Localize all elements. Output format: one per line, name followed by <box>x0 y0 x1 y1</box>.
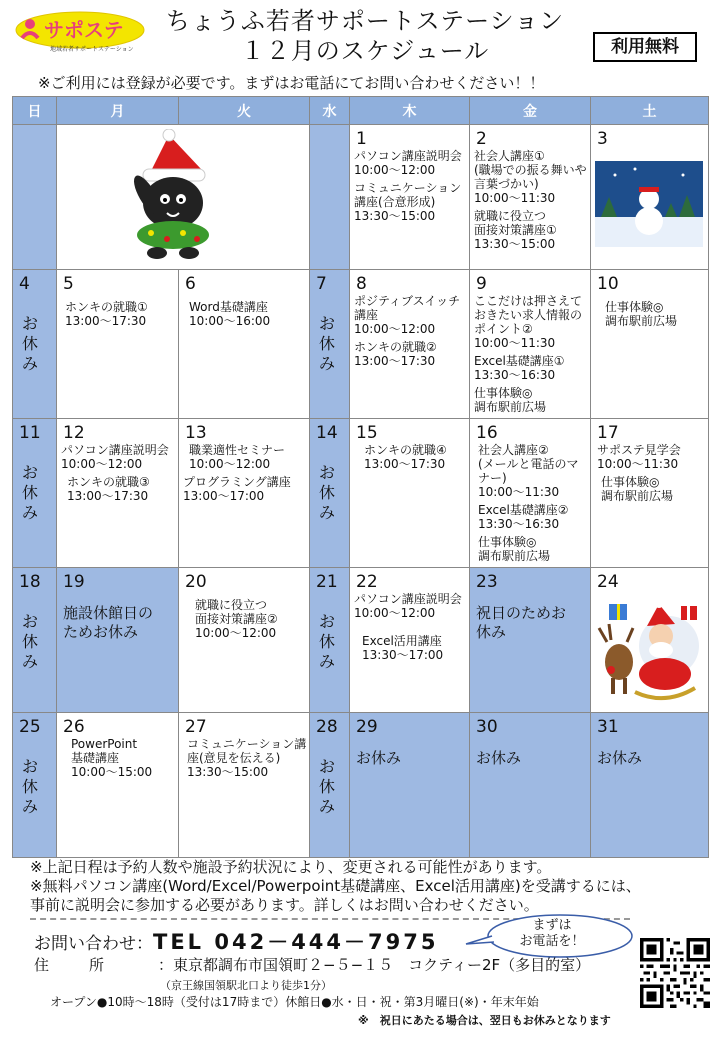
day-number: 20 <box>185 572 207 592</box>
day-cell <box>179 270 310 419</box>
speech-bubble-text: まずは お電話を！ <box>519 918 585 949</box>
day-number: 6 <box>185 274 196 294</box>
event-entry: Excel活用講座 13:30～17:00 <box>362 634 444 662</box>
day-cell <box>470 125 591 270</box>
day-cell <box>57 270 179 419</box>
closed-label: お休み <box>21 612 38 671</box>
address-text: ：東京都調布市国領町２−５−１５ コクティー2F（多目的室） <box>158 956 591 974</box>
day-number: 9 <box>476 274 487 294</box>
weekday-sat: 土 <box>591 97 709 125</box>
event-entry: サポステ見学会 10:00～11:30 <box>597 443 681 471</box>
day-cell <box>13 419 57 568</box>
closed-note: お休み <box>597 749 643 767</box>
day-cell <box>591 713 709 858</box>
day-number: 22 <box>356 572 378 592</box>
event-entry: プログラミング講座 13:00～17:00 <box>183 475 291 503</box>
day-cell <box>57 713 179 858</box>
empty-day-cell <box>310 125 350 270</box>
closed-note: お休み <box>356 749 402 767</box>
page-title: ちょうふ若者サポートステーション １２月のスケジュール <box>165 7 565 65</box>
day-cell <box>310 568 350 713</box>
day-cell <box>179 419 310 568</box>
day-cell <box>310 270 350 419</box>
event-entry: Excel基礎講座② 13:30～16:30 <box>478 503 569 531</box>
event-entry: パソコン講座説明会 10:00～12:00 <box>354 592 462 620</box>
day-number: 12 <box>63 423 85 443</box>
day-number: 11 <box>19 423 41 443</box>
day-number: 25 <box>19 717 41 737</box>
empty-day-cell <box>13 125 57 270</box>
event-entry: 社会人講座② (メールと電話のマナー) 10:00～11:30 <box>478 443 579 499</box>
day-number: 24 <box>597 572 619 592</box>
free-badge: 利用無料 <box>593 32 697 62</box>
week-row-5 <box>13 713 709 858</box>
day-cell <box>350 125 470 270</box>
footnotes <box>30 858 641 915</box>
weekday-wed: 水 <box>310 97 350 125</box>
closed-label: お休み <box>318 612 335 671</box>
weekday-sun: 日 <box>13 97 57 125</box>
address-line <box>34 954 590 975</box>
day-number: 27 <box>185 717 207 737</box>
event-entry: 職業適性セミナー 10:00～12:00 <box>189 443 286 471</box>
closed-note: 施設休館日の ためお休み <box>63 604 154 641</box>
svg-text:サポステ: サポステ <box>44 18 124 42</box>
phone-number[interactable]: TEL 042－444－7975 <box>153 930 439 954</box>
day-cell <box>13 713 57 858</box>
event-entry: PowerPoint 基礎講座 10:00～15:00 <box>71 737 153 779</box>
day-number: 8 <box>356 274 367 294</box>
weekday-header-row <box>13 97 709 125</box>
event-entry: 仕事体験◎ 調布駅前広場 <box>601 475 674 503</box>
event-entry: ホンキの就職④ 13:00～17:30 <box>364 443 447 471</box>
event-entry: ホンキの就職① 13:00～17:30 <box>65 300 148 328</box>
santa-reindeer-illustration <box>591 596 706 708</box>
day-cell <box>350 270 470 419</box>
closed-label: お休み <box>21 314 38 373</box>
event-entry: 就職に役立つ 面接対策講座① 13:30～15:00 <box>474 209 557 251</box>
closed-label: お休み <box>21 757 38 816</box>
holiday-note: ※ 祝日にあたる場合は、翌日もお休みとなります <box>358 1014 611 1027</box>
event-entry: コミュニケーション講座(合意形成) 13:30～15:00 <box>354 181 462 223</box>
day-number: 16 <box>476 423 498 443</box>
day-cell <box>591 568 709 713</box>
weekday-mon: 月 <box>57 97 179 125</box>
address-label: 住所 <box>34 956 145 974</box>
santa-illustration-cell <box>57 125 310 270</box>
qr-code[interactable] <box>640 938 710 1008</box>
weekday-fri: 金 <box>470 97 591 125</box>
day-cell <box>57 568 179 713</box>
footnote-pc-course: ※無料パソコン講座(Word/Excel/Powerpoint基礎講座、Excel活用講座)を受講するには、 事前に説明会に参加する必要があります。詳しくはお問い合わせください。 <box>30 877 641 914</box>
day-number: 1 <box>356 129 367 149</box>
snowman-illustration <box>595 161 703 247</box>
day-number: 19 <box>63 572 85 592</box>
event-entry: ホンキの就職③ 13:00～17:30 <box>67 475 150 503</box>
day-number: 14 <box>316 423 338 443</box>
opening-hours: オープン●10時～18時（受付は17時まで）休館日●水・日・祝・第3月曜日(※)・年末年始 <box>50 995 539 1009</box>
day-number: 28 <box>316 717 338 737</box>
day-cell <box>350 713 470 858</box>
day-cell <box>470 270 591 419</box>
contact-line <box>34 926 438 956</box>
footnote-schedule-change: ※上記日程は予約人数や施設予約状況により、変更される可能性があります。 <box>30 858 552 876</box>
day-cell <box>310 713 350 858</box>
day-number: 10 <box>597 274 619 294</box>
day-number: 17 <box>597 423 619 443</box>
day-cell <box>310 419 350 568</box>
weekday-tue: 火 <box>179 97 310 125</box>
day-number: 31 <box>597 717 619 737</box>
day-cell <box>591 125 709 270</box>
day-number: 26 <box>63 717 85 737</box>
day-cell <box>179 713 310 858</box>
event-entry: 仕事体験◎ 調布駅前広場 <box>605 300 678 328</box>
inquiry-label: お問い合わせ： <box>34 934 153 954</box>
saposute-logo <box>14 10 146 54</box>
day-number: 18 <box>19 572 41 592</box>
day-cell <box>470 568 591 713</box>
event-entry: 仕事体験◎ 調布駅前広場 <box>478 535 551 563</box>
day-number: 3 <box>597 129 608 149</box>
closed-label: お休み <box>318 314 335 373</box>
week-row-2 <box>13 270 709 419</box>
day-number: 21 <box>316 572 338 592</box>
event-entry: 仕事体験◎ 調布駅前広場 <box>474 386 547 414</box>
day-number: 13 <box>185 423 207 443</box>
event-entry: Word基礎講座 10:00～16:00 <box>189 300 271 328</box>
day-number: 15 <box>356 423 378 443</box>
event-entry: Excel基礎講座① 13:30～16:30 <box>474 354 565 382</box>
day-number: 23 <box>476 572 498 592</box>
day-cell <box>13 270 57 419</box>
day-cell <box>470 713 591 858</box>
closed-note: お休み <box>476 749 522 767</box>
week-row-1 <box>13 125 709 270</box>
closed-label: お休み <box>318 463 335 522</box>
event-entry: パソコン講座説明会 10:00～12:00 <box>61 443 169 471</box>
closed-note: 祝日のためお 休み <box>476 604 567 641</box>
day-cell <box>350 419 470 568</box>
event-entry: 社会人講座① (職場での振る舞いや言葉づかい) 10:00～11:30 <box>474 149 587 205</box>
closed-label: お休み <box>318 757 335 816</box>
registration-note: ※ご利用には登録が必要です。まずはお電話にてお問い合わせください！！ <box>38 74 545 92</box>
day-cell <box>470 419 591 568</box>
day-number: 2 <box>476 129 487 149</box>
closed-label: お休み <box>21 463 38 522</box>
event-entry: パソコン講座説明会 10:00～12:00 <box>354 149 462 177</box>
access-info: （京王線国領駅北口より徒歩1分） <box>160 979 332 992</box>
day-cell <box>591 419 709 568</box>
event-entry: ホンキの就職② 13:00～17:30 <box>354 340 437 368</box>
day-number: 30 <box>476 717 498 737</box>
event-entry: 就職に役立つ 面接対策講座② 10:00～12:00 <box>195 598 278 640</box>
day-number: 7 <box>316 274 327 294</box>
day-cell <box>350 568 470 713</box>
event-entry: ここだけは押さえておきたい求人情報のポイント② 10:00～11:30 <box>474 294 583 350</box>
santa-mascot-illustration <box>117 129 227 263</box>
day-number: 4 <box>19 274 30 294</box>
day-cell <box>179 568 310 713</box>
week-row-4 <box>13 568 709 713</box>
day-cell <box>57 419 179 568</box>
day-number: 29 <box>356 717 378 737</box>
weekday-thu: 木 <box>350 97 470 125</box>
day-cell <box>13 568 57 713</box>
svg-text:地域若者サポートステーション: 地域若者サポートステーション <box>50 46 134 53</box>
event-entry: コミュニケーション講座(意見を伝える) 13:30～15:00 <box>187 737 307 779</box>
day-cell <box>591 270 709 419</box>
event-entry: ポジティブスイッチ講座 10:00～12:00 <box>354 294 461 336</box>
day-number: 5 <box>63 274 74 294</box>
week-row-3 <box>13 419 709 568</box>
calendar-table <box>12 96 709 858</box>
